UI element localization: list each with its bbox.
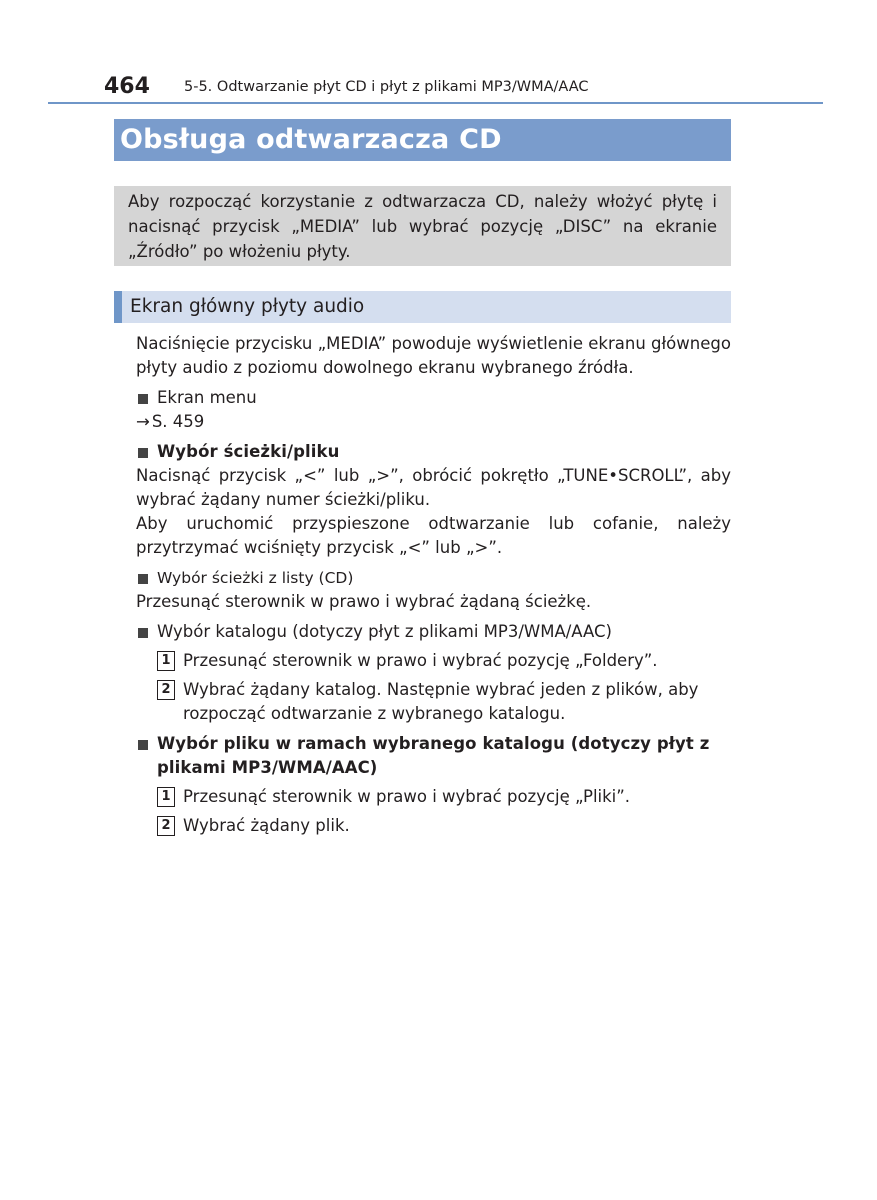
step-number: 1 [157,651,175,671]
page-title: Obsługa odtwarzacza CD [120,124,502,155]
square-bullet-icon [138,628,148,638]
item-heading: Wybór katalogu (dotyczy płyt z plikami MP3/WMA/AAC) [157,622,612,641]
square-bullet-icon [138,448,148,458]
step-text: Przesunąć sterownik w prawo i wybrać pozycję „Foldery”. [183,651,658,670]
step [157,678,731,726]
step-number: 2 [157,680,175,700]
list-item-track-selection [136,440,731,464]
list-item-folder-selection [136,620,731,644]
square-bullet-icon [138,574,148,584]
section-heading-bar [114,291,731,323]
step-number: 1 [157,787,175,807]
step [157,814,731,838]
list-item-menu-screen [136,386,731,410]
step [157,649,731,673]
section-lead: Naciśnięcie przycisku „MEDIA” powoduje wyświetlenie ekranu głównego płyty audio z poziomu dowolnego ekranu wybranego źródła. [136,334,731,377]
list-item-track-from-list [136,566,731,590]
item-heading: Ekran menu [157,388,257,407]
section-accent [114,291,122,323]
section-title: Ekran główny płyty audio [130,296,365,317]
intro-box [114,186,731,266]
step-text: Przesunąć sterownik w prawo i wybrać pozycję „Pliki”. [183,787,631,806]
square-bullet-icon [138,394,148,404]
item-paragraph: Nacisnąć przycisk „<” lub „>”, obrócić pokrętło „TUNE•SCROLL”, aby wybrać żądany numer ścieżki/pliku. [136,466,731,509]
item-heading: Wybór ścieżki z listy (CD) [157,569,354,587]
item-heading: Wybór pliku w ramach wybranego katalogu (dotyczy płyt z plikami MP3/WMA/AAC) [157,734,710,777]
list-item-file-selection [136,732,731,780]
running-title: 5-5. Odtwarzanie płyt CD i płyt z plikami MP3/WMA/AAC [184,79,589,95]
step-text: Wybrać żądany plik. [183,816,350,835]
item-paragraph: Aby uruchomić przyspieszone odtwarzanie lub cofanie, należy przytrzymać wciśnięty przycisk „<” lub „>”. [136,514,731,557]
page-title-bar [114,119,731,161]
step-number: 2 [157,816,175,836]
page-header [104,74,824,104]
header-rule [48,102,823,104]
step [157,785,731,809]
square-bullet-icon [138,740,148,750]
section-content [136,332,731,838]
arrow-right-icon: → [136,412,150,431]
item-heading: Wybór ścieżki/pliku [157,442,340,461]
page-number: 464 [104,74,150,99]
step-text: Wybrać żądany katalog. Następnie wybrać jeden z plików, aby rozpocząć odtwarzanie z wybranego katalogu. [183,680,699,723]
intro-text: Aby rozpocząć korzystanie z odtwarzacza CD, należy włożyć płytę i nacisnąć przycisk „MEDIA” lub wybrać pozycję „DISC” na ekranie „Źródło” po włożeniu płyty. [128,192,717,261]
page-reference [136,410,731,434]
page-reference-link: S. 459 [151,412,205,431]
item-paragraph: Przesunąć sterownik w prawo i wybrać żądaną ścieżkę. [136,592,592,611]
